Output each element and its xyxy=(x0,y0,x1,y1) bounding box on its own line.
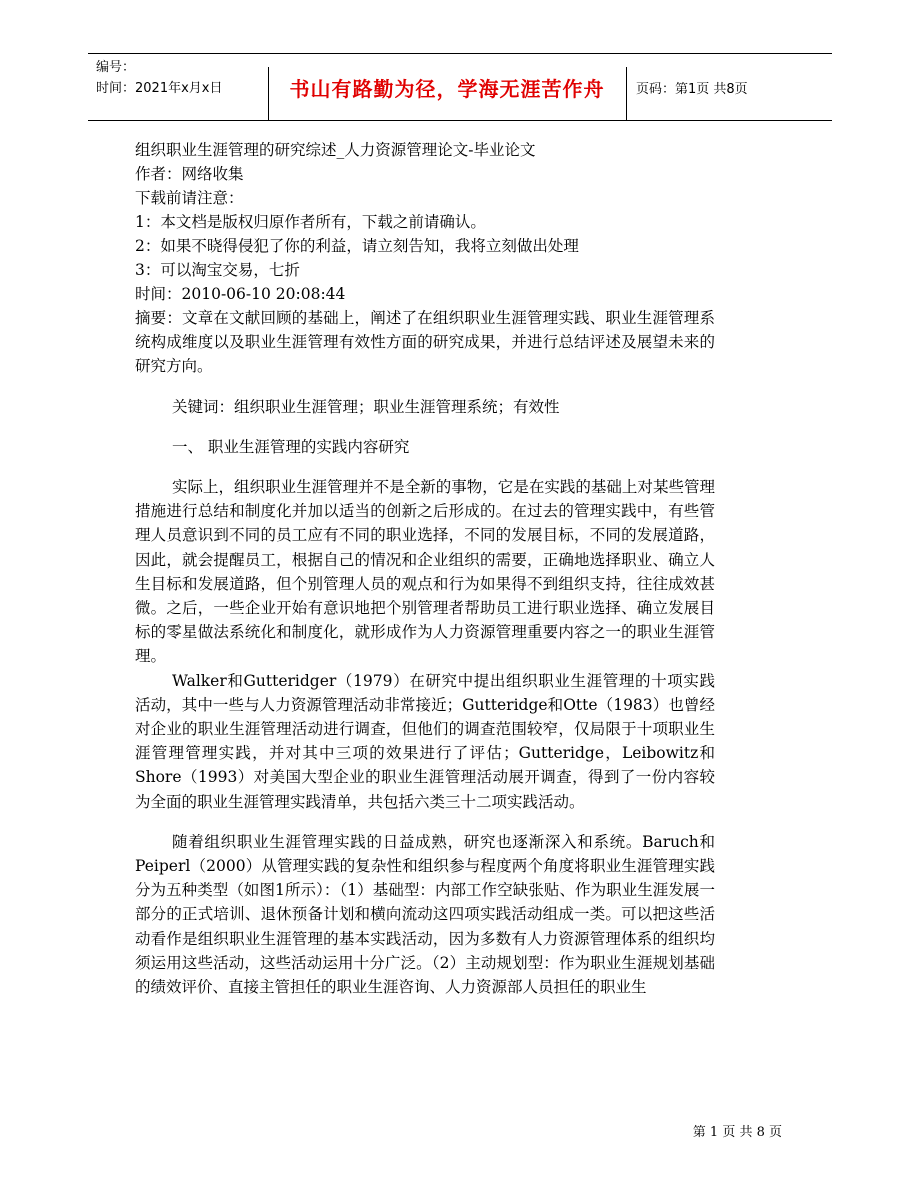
header-page-label: 页码：第1页 共8页 xyxy=(636,82,748,97)
body-paragraph-2: Walker和Gutteridger（1979）在研究中提出组织职业生涯管理的十项实践活动，其中一些与人力资源管理活动非常接近；Gutteridge和Otte（1983）也曾经对企业的职业生涯管理活动进行调查，但他们的调查范围较窄，仅局限于十项职业生涯管理管理实践，并对其中三项的效果进行了评估；Gutteridge，Leibowitz和Shore（1993）对美国大型企业的职业生涯管理活动展开调查，得到了一份内容较为全面的职业生涯管理实践清单，共包括六类三十二项实践活动。 xyxy=(135,671,715,811)
header-bottom-rule xyxy=(88,120,832,121)
abstract-paragraph: 摘要：文章在文献回顾的基础上，阐述了在组织职业生涯管理实践、职业生涯管理系统构成维度以及职业生涯管理有效性方面的研究成果，并进行总结评述及展望未来的研究方向。 xyxy=(135,309,715,376)
doc-time-label: 时间：2021年x月x日 xyxy=(96,81,223,96)
timestamp-line: 时间：2010-06-10 20:08:44 xyxy=(135,285,346,303)
notice-item-3: 3：可以淘宝交易，七折 xyxy=(135,261,300,279)
header-top-rule xyxy=(88,53,832,54)
notice-item-2: 2：如果不晓得侵犯了你的利益，请立刻告知，我将立刻做出处理 xyxy=(135,237,579,255)
section-heading: 一、 职业生涯管理的实践内容研究 xyxy=(172,437,410,456)
notice-item-1: 1：本文档是版权归原作者所有，下载之前请确认。 xyxy=(135,213,486,231)
header-motto: 书山有路勤为径，学海无涯苦作舟 xyxy=(289,77,605,101)
document-title: 组织职业生涯管理的研究综述_人力资源管理论文-毕业论文 xyxy=(135,141,536,159)
body-paragraph-3: 随着组织职业生涯管理实践的日益成熟，研究也逐渐深入和系统。Baruch和Peiperl（2000）从管理实践的复杂性和组织参与程度两个角度将职业生涯管理实践分为五种类型（如图1所示）：（1）基础型：内部工作空缺张贴、作为职业生涯发展一部分的正式培训、退休预备计划和横向流动这四项实践活动组成一类。可以把这些活动看作是组织职业生涯管理的基本实践活动，因为多数有人力资源管理体系的组织均须运用这些活动，这些活动运用十分广泛。（2）主动规划型：作为职业生涯规划基础的绩效评价、直接主管担任的职业生涯咨询、人力资源部人员担任的职业生 xyxy=(135,832,715,997)
doc-number-label: 编号： xyxy=(96,60,136,75)
header-divider-right xyxy=(626,67,627,121)
keywords-line: 关键词：组织职业生涯管理；职业生涯管理系统；有效性 xyxy=(172,397,560,416)
page-footer: 第 1 页 共 8 页 xyxy=(692,1125,782,1140)
author-line: 作者：网络收集 xyxy=(135,165,244,183)
document-header xyxy=(88,53,832,121)
notice-heading: 下载前请注意： xyxy=(135,189,244,207)
body-paragraph-1: 实际上，组织职业生涯管理并不是全新的事物，它是在实践的基础上对某些管理措施进行总结和制度化并加以适当的创新之后形成的。在过去的管理实践中，有些管理人员意识到不同的员工应有不同的职业选择，不同的发展目标，不同的发展道路，因此，就会提醒员工，根据自己的情况和企业组织的需要，正确地选择职业、确立人生目标和发展道路，但个别管理人员的观点和行为如果得不到组织支持，往往成效甚微。之后，一些企业开始有意识地把个别管理者帮助员工进行职业选择、确立发展目标的零星做法系统化和制度化，就形成作为人力资源管理重要内容之一的职业生涯管理。 xyxy=(135,478,715,666)
document-body xyxy=(135,138,715,999)
